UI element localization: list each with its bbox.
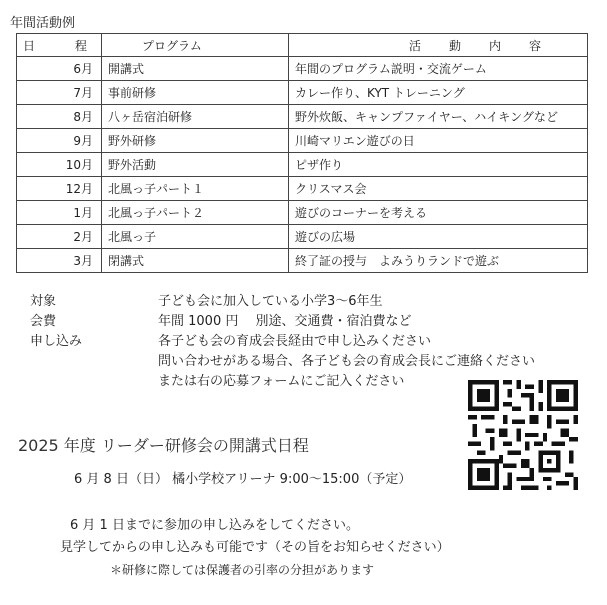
table-row [17, 225, 588, 249]
row-activity: 遊びのコーナーを考える [289, 201, 588, 225]
row-program: 閉講式 [102, 249, 289, 273]
row-program: 事前研修 [102, 81, 289, 105]
row-month: 3月 [17, 249, 102, 273]
row-program: 北風っ子パート１ [102, 177, 289, 201]
fee-label: 会費 [30, 314, 57, 329]
qr-code-icon[interactable] [468, 380, 578, 490]
table-header-row [17, 34, 588, 57]
row-activity: カレー作り、KYT トレーニング [289, 81, 588, 105]
table-row [17, 57, 588, 81]
row-program: 北風っ子 [102, 225, 289, 249]
row-program: 野外研修 [102, 129, 289, 153]
row-month: 8月 [17, 105, 102, 129]
note-visit: 見学してからの申し込みも可能です（その旨をお知らせください） [60, 540, 450, 555]
table-row [17, 81, 588, 105]
event-date: 6 月 8 日（日） 橘小学校アリーナ 9:00～15:00（予定） [74, 472, 412, 487]
row-activity: 終了証の授与 よみうりランドで遊ぶ [289, 249, 588, 273]
row-month: 6月 [17, 57, 102, 81]
row-activity: 野外炊飯、キャンプファイヤー、ハイキングなど [289, 105, 588, 129]
table-row [17, 249, 588, 273]
schedule-table [16, 33, 588, 273]
apply-line-1: 各子ども会の育成会長経由で申し込みください [158, 334, 432, 349]
header-program: プログラム [102, 34, 289, 57]
header-activity: 活 動 内 容 [289, 34, 588, 57]
row-month: 10月 [17, 153, 102, 177]
notes-block [60, 515, 450, 581]
row-program: 八ヶ岳宿泊研修 [102, 105, 289, 129]
row-program: 開講式 [102, 57, 289, 81]
row-month: 2月 [17, 225, 102, 249]
apply-line-2: 問い合わせがある場合、各子ども会の育成会長にご連絡ください [158, 354, 536, 369]
fee-value: 年間 1000 円 別途、交通費・宿泊費など [158, 314, 412, 329]
row-month: 9月 [17, 129, 102, 153]
table-row [17, 105, 588, 129]
section-title: 年間活動例 [10, 16, 76, 31]
event-title: 2025 年度 リーダー研修会の開講式日程 [18, 436, 309, 455]
table-row [17, 129, 588, 153]
row-month: 7月 [17, 81, 102, 105]
note-deadline: 6 月 1 日までに参加の申し込みをしてください。 [70, 518, 359, 533]
row-program: 野外活動 [102, 153, 289, 177]
row-month: 12月 [17, 177, 102, 201]
row-activity: ピザ作り [289, 153, 588, 177]
row-month: 1月 [17, 201, 102, 225]
note-guardian: ＊研修に際しては保護者の引率の分担があります [110, 563, 375, 577]
apply-label: 申し込み [30, 334, 83, 349]
row-activity: 年間のプログラム説明・交流ゲーム [289, 57, 588, 81]
table-row [17, 201, 588, 225]
table-row [17, 177, 588, 201]
row-activity: クリスマス会 [289, 177, 588, 201]
row-activity: 川崎マリエン遊びの日 [289, 129, 588, 153]
row-activity: 遊びの広場 [289, 225, 588, 249]
target-value: 子ども会に加入している小学3～6年生 [158, 294, 383, 309]
row-program: 北風っ子パート２ [102, 201, 289, 225]
target-label: 対象 [30, 294, 57, 309]
header-month: 日 程 [17, 34, 102, 57]
table-row [17, 153, 588, 177]
apply-line-3: または右の応募フォームにご記入ください [158, 374, 405, 389]
